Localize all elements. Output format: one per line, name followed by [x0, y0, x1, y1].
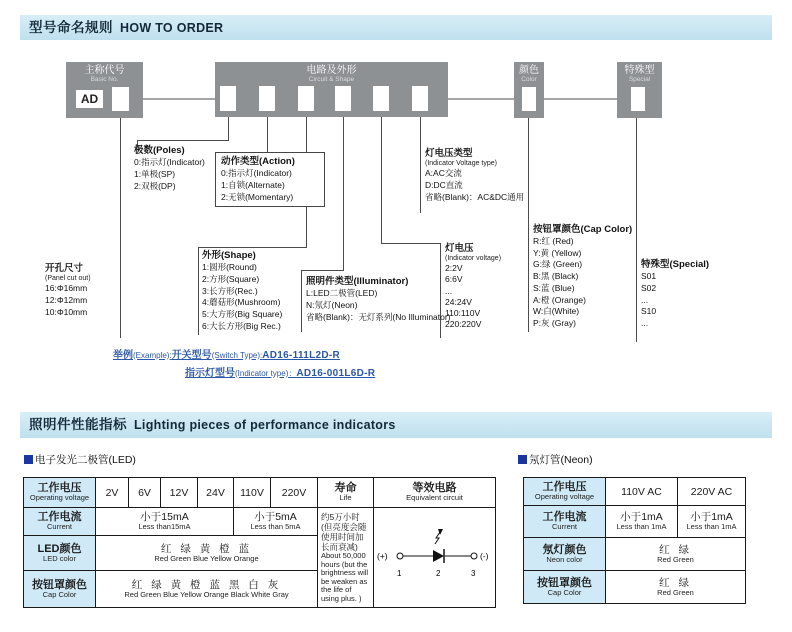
cap-color-option: W:白(White)	[533, 306, 580, 317]
color-label-zh: 颜色	[519, 65, 539, 76]
col-label-life: 寿命 Life	[318, 478, 374, 508]
voltage-cell: 220V	[271, 478, 318, 508]
special-list-title: 特殊型(Special)	[641, 259, 710, 270]
circuit-shape-label-en: Circuit & Shape	[308, 76, 355, 83]
row-label-current: 工作电流 Current	[24, 508, 96, 536]
cap-color-option: S:蓝 (Blue)	[533, 282, 575, 293]
switch-type-code: AD16-111L2D-R	[262, 350, 341, 361]
poles-option: 2:双极(DP)	[134, 180, 176, 191]
example-label: 举例	[113, 350, 133, 361]
action-title: 动作类型(Action)	[221, 156, 295, 167]
basic-no-label-zh: 主称代号	[84, 65, 125, 76]
poles-code-slot	[220, 86, 236, 111]
current-low-cell: 小于15mA Less than15mA	[96, 508, 234, 536]
special-list-block	[641, 259, 709, 330]
poles-option: 0:指示灯(Indicator)	[134, 157, 205, 167]
row-label-neon-color: 氖灯颜色 Neon color	[524, 538, 606, 571]
panel-cutout-block	[45, 263, 91, 318]
illuminator-option: L:LED二极管(LED)	[306, 288, 378, 298]
poles-block	[134, 145, 205, 192]
voltage-type-code-slot	[412, 86, 428, 111]
led-voltage-row	[24, 478, 496, 508]
shape-title: 外形(Shape)	[202, 250, 256, 261]
voltage-type-option: 省略(Blank)：AC&DC通用	[425, 191, 525, 202]
circuit-shape-label-zh: 电路及外形	[306, 65, 357, 76]
shape-code-slot	[298, 86, 314, 111]
neon-heading: 氖灯管(Neon)	[518, 452, 593, 467]
voltage-option: 6:6V	[445, 274, 463, 285]
action-option: 1:自锁(Alternate)	[221, 179, 285, 190]
pin-number: 3	[470, 569, 475, 578]
neon-cap-color-row	[524, 571, 746, 604]
row-label-current: 工作电流 Current	[524, 506, 606, 538]
illuminator-block	[306, 276, 451, 323]
cap-color-option: P:灰 (Gray)	[533, 317, 576, 328]
special-label-en: Special	[628, 76, 651, 83]
poles-title: 极数(Poles)	[134, 145, 185, 156]
voltage-type-block	[425, 148, 524, 203]
row-label-operating-voltage: 工作电压 Operating voltage	[24, 478, 96, 508]
action-code-slot	[259, 86, 275, 111]
cap-color-block	[533, 224, 632, 330]
how-to-order-title-zh: 型号命名规则	[29, 20, 113, 35]
basic-no-label-en: Basic No.	[90, 76, 119, 83]
indicator-type-example: 指示灯型号(Indicator type)：AD16-001L6D-R	[185, 368, 376, 379]
special-option: ...	[641, 318, 649, 329]
voltage-cell: 220V AC	[678, 478, 746, 506]
shape-option: 6:大长方形(Big Rec.)	[202, 320, 281, 331]
pin-number: 2	[435, 569, 440, 578]
current-cell: 小于1mA Less than 1mA	[678, 506, 746, 538]
pin-number: 1	[396, 569, 401, 578]
voltage-type-option: A:AC交流	[425, 168, 462, 178]
panel-cutout-subtitle: (Panel cut out)	[45, 275, 91, 282]
led-circuit-diagram	[376, 526, 494, 584]
equivalent-circuit-cell	[374, 508, 496, 608]
voltage-title: 灯电压	[445, 243, 474, 254]
neon-color-values-cell: 红 绿 Red Green	[606, 538, 746, 571]
shape-option: 3:长方形(Rec.)	[202, 285, 258, 296]
action-option: 0:指示灯(Indicator)	[221, 168, 292, 178]
shape-option: 2:方形(Square)	[202, 273, 260, 284]
neon-voltage-row	[524, 478, 746, 506]
voltage-option: 24:24V	[445, 296, 472, 307]
cap-color-option: Y:黄 (Yellow)	[533, 247, 582, 258]
col-label-equivalent-circuit: 等效电路 Equivalent circuit	[374, 478, 496, 508]
color-label-en: Color	[521, 76, 537, 83]
current-high-cell: 小于5mA Less than 5mA	[234, 508, 318, 536]
special-option: S10	[641, 306, 657, 317]
panel-cutout-title: 开孔尺寸	[45, 263, 84, 274]
special-option: S01	[641, 271, 657, 281]
blue-square-icon	[518, 455, 527, 464]
cap-color-option: R:红 (Red)	[533, 236, 574, 246]
svg-text:(+): (+)	[376, 551, 388, 561]
row-label-cap-color: 按钮罩颜色 Cap Color	[24, 571, 96, 608]
how-to-order-title-en: HOW TO ORDER	[120, 21, 224, 35]
voltage-cell: 110V AC	[606, 478, 678, 506]
illuminator-code-slot	[335, 86, 351, 111]
voltage-option: 220:220V	[445, 319, 482, 330]
special-code-slot	[631, 87, 645, 111]
neon-current-row	[524, 506, 746, 538]
performance-header	[20, 412, 772, 438]
indicator-type-code: AD16-001L6D-R	[296, 368, 376, 379]
voltage-type-title: 灯电压类型	[425, 148, 473, 159]
voltage-type-option: D:DC直流	[425, 179, 463, 190]
poles-option: 1:单极(SP)	[134, 168, 176, 179]
shape-option: 1:圆形(Round)	[202, 262, 257, 272]
special-option: ...	[641, 294, 649, 305]
cap-color-option: A:橙 (Orange)	[533, 294, 586, 305]
illuminator-option: N:氖灯(Neon)	[306, 299, 358, 310]
led-current-row	[24, 508, 496, 536]
current-cell: 小于1mA Less than 1mA	[606, 506, 678, 538]
led-color-values-cell: 红 绿 黄 橙 蓝 Red Green Blue Yellow Orange	[96, 536, 318, 571]
neon-table	[523, 477, 746, 604]
row-label-led-color: LED颜色 LED color	[24, 536, 96, 571]
action-option: 2:无锁(Momentary)	[221, 191, 294, 202]
shape-option: 4:蘑菇形(Mushroom)	[202, 297, 281, 308]
special-option: S02	[641, 282, 657, 293]
size-code-slot	[112, 87, 129, 111]
panel-cutout-option: 16:Φ16mm	[45, 283, 88, 293]
cap-color-option: B:黑 (Black)	[533, 271, 579, 282]
cap-color-values-cell: 红 绿 黄 橙 蓝 黑 白 灰 Red Green Blue Yellow Orange Black White Gray	[96, 571, 318, 608]
voltage-option: ...	[445, 285, 453, 296]
voltage-cell: 24V	[198, 478, 234, 508]
action-block	[215, 152, 325, 207]
voltage-cell: 110V	[234, 478, 271, 508]
performance-title-zh: 照明件性能指标	[29, 417, 127, 432]
voltage-code-slot	[373, 86, 389, 111]
panel-cutout-option: 10:Φ10mm	[45, 306, 88, 317]
cap-color-title: 按钮罩颜色(Cap Color)	[533, 224, 633, 235]
switch-type-example: 举例(Example):开关型号(Switch Type):AD16-111L2D-R	[113, 350, 341, 361]
light-emission-icon	[435, 532, 440, 544]
illuminator-title: 照明件类型(Illuminator)	[306, 276, 409, 287]
special-label-zh: 特殊型	[624, 65, 655, 76]
voltage-cell: 12V	[161, 478, 198, 508]
voltage-cell: 6V	[129, 478, 161, 508]
illuminator-option: 省略(Blank)：无灯系列(No Illuminator)	[306, 311, 451, 322]
life-note-cell: 约5万小时(但亮度会随使用时间加长而衰减) About 50,000 hours (but the brightness will be weaken as the life of using plus. )	[318, 508, 374, 608]
voltage-option: 110:110V	[445, 308, 481, 319]
color-code-slot	[522, 87, 536, 111]
voltage-type-subtitle: (Indicator Voltage type)	[425, 160, 497, 167]
cap-color-option: G:绿 (Green)	[533, 259, 583, 270]
led-heading: 电子发光二极管(LED)	[24, 452, 136, 467]
cap-color-values-cell: 红 绿 Red Green	[606, 571, 746, 604]
led-table	[23, 477, 496, 608]
blue-square-icon	[24, 455, 33, 464]
shape-option: 5:大方形(Big Square)	[202, 309, 283, 320]
voltage-subtitle: (Indicator voltage)	[445, 255, 502, 262]
shape-block	[202, 250, 282, 333]
row-label-cap-color: 按钮罩颜色 Cap Color	[524, 571, 606, 604]
row-label-operating-voltage: 工作电压 Operating voltage	[524, 478, 606, 506]
neon-color-row	[524, 538, 746, 571]
panel-cutout-option: 12:Φ12mm	[45, 294, 88, 305]
basic-code-slot: AD	[76, 90, 103, 108]
order-example	[113, 345, 375, 381]
performance-title-en: Lighting pieces of performance indicators	[134, 418, 396, 432]
voltage-option: 2:2V	[445, 263, 463, 273]
voltage-cell: 2V	[96, 478, 129, 508]
how-to-order-header	[20, 15, 772, 40]
voltage-block	[445, 243, 501, 331]
svg-text:(-): (-)	[479, 551, 488, 561]
